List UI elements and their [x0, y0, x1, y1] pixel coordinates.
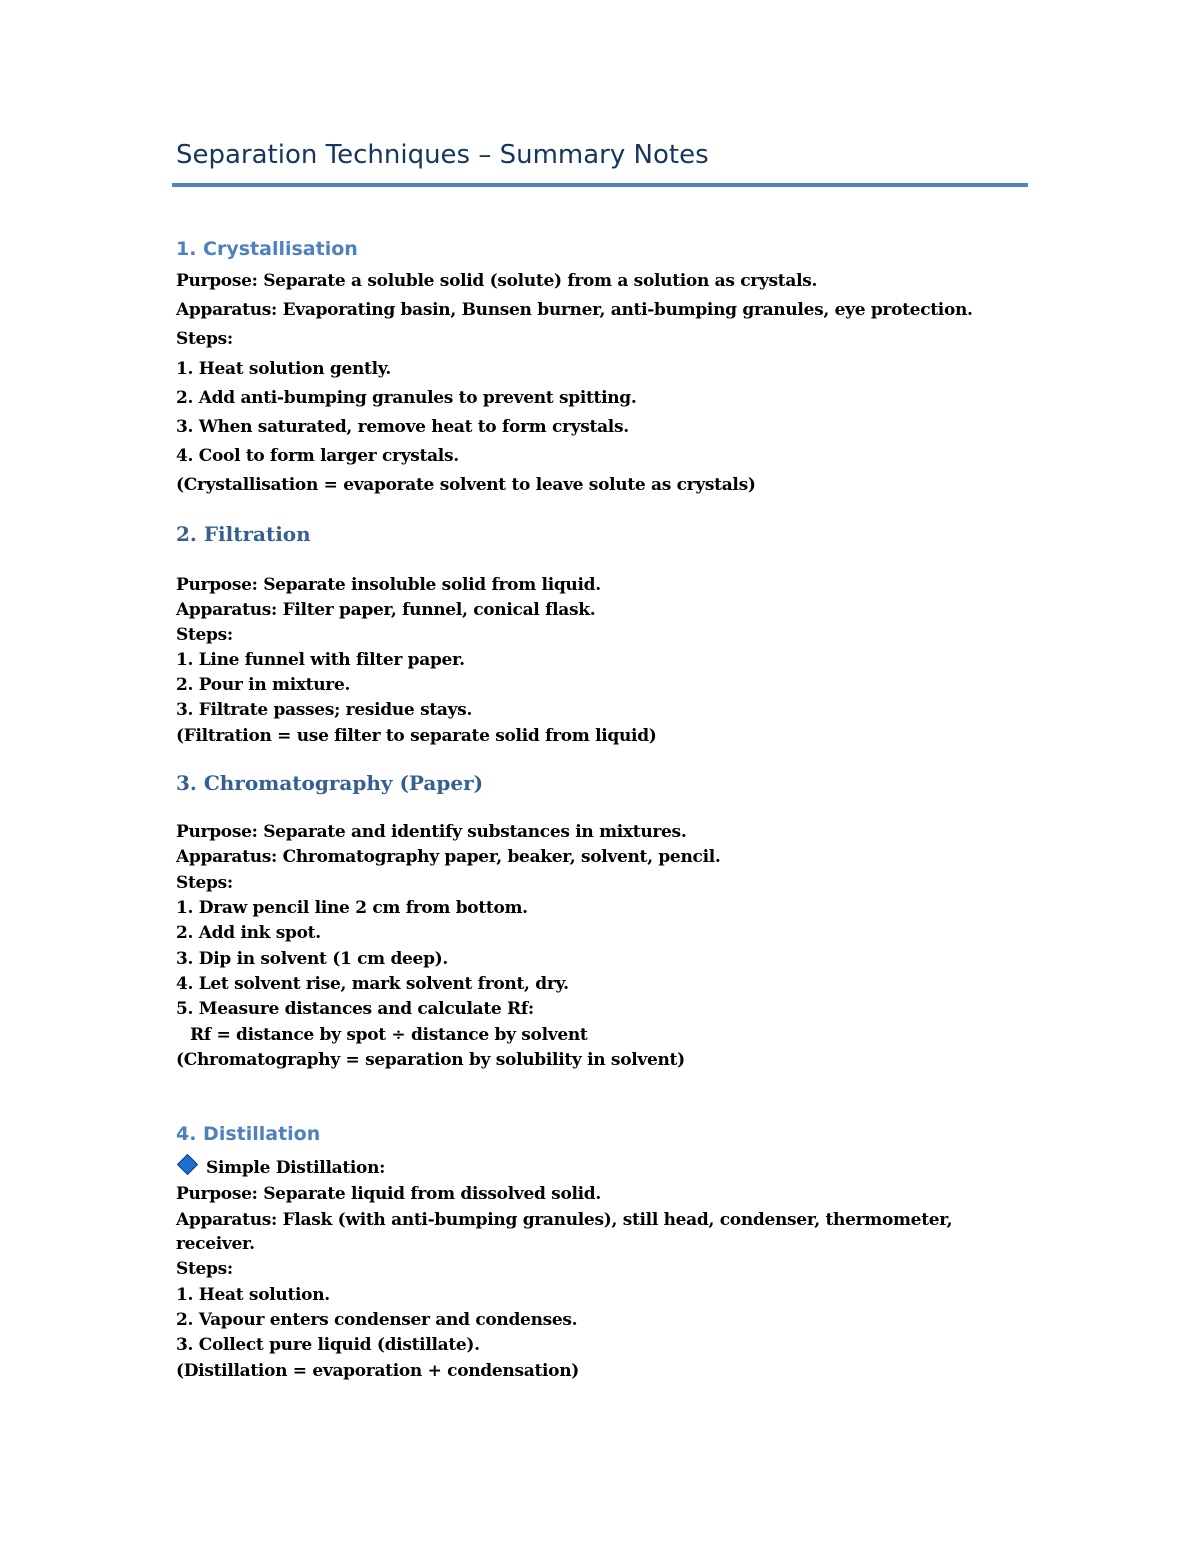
filtration-step: 2. Pour in mixture.	[176, 675, 351, 695]
crystallisation-step: 2. Add anti-bumping granules to prevent spitting.	[176, 388, 637, 408]
section-heading-distillation: 4. Distillation	[176, 1123, 321, 1145]
filtration-summary: (Filtration = use filter to separate solid from liquid)	[176, 726, 657, 746]
chromatography-step: 4. Let solvent rise, mark solvent front, dry.	[176, 974, 569, 994]
crystallisation-apparatus: Apparatus: Evaporating basin, Bunsen burner, anti-bumping granules, eye protection.	[176, 300, 973, 320]
distillation-subheading	[176, 1158, 385, 1178]
section-heading-chromatography: 3. Chromatography (Paper)	[176, 771, 484, 795]
filtration-purpose: Purpose: Separate insoluble solid from liquid.	[176, 575, 601, 595]
section-heading-filtration: 2. Filtration	[176, 522, 311, 546]
distillation-purpose: Purpose: Separate liquid from dissolved solid.	[176, 1184, 602, 1204]
crystallisation-step: 1. Heat solution gently.	[176, 359, 392, 379]
distillation-step: 1. Heat solution.	[176, 1285, 330, 1305]
distillation-summary: (Distillation = evaporation + condensation)	[176, 1361, 579, 1381]
crystallisation-purpose: Purpose: Separate a soluble solid (solute) from a solution as crystals.	[176, 271, 818, 291]
chromatography-purpose: Purpose: Separate and identify substances in mixtures.	[176, 822, 687, 842]
title-underline	[172, 183, 1028, 187]
distillation-step: 3. Collect pure liquid (distillate).	[176, 1335, 480, 1355]
distillation-steps-label: Steps:	[176, 1259, 233, 1279]
distillation-apparatus-continued: receiver.	[176, 1234, 255, 1254]
page-title: Separation Techniques – Summary Notes	[176, 140, 709, 170]
crystallisation-summary: (Crystallisation = evaporate solvent to leave solute as crystals)	[176, 475, 756, 495]
filtration-apparatus: Apparatus: Filter paper, funnel, conical flask.	[176, 600, 596, 620]
distillation-step: 2. Vapour enters condenser and condenses.	[176, 1310, 578, 1330]
section-heading-crystallisation: 1. Crystallisation	[176, 238, 358, 260]
chromatography-step: 5. Measure distances and calculate Rf:	[176, 999, 534, 1019]
distillation-apparatus: Apparatus: Flask (with anti-bumping granules), still head, condenser, thermometer,	[176, 1210, 953, 1230]
chromatography-apparatus: Apparatus: Chromatography paper, beaker, solvent, pencil.	[176, 847, 721, 867]
crystallisation-steps-label: Steps:	[176, 329, 233, 349]
chromatography-step: 1. Draw pencil line 2 cm from bottom.	[176, 898, 528, 918]
crystallisation-step: 4. Cool to form larger crystals.	[176, 446, 459, 466]
distillation-subheading-label: Simple Distillation:	[206, 1158, 386, 1178]
filtration-steps-label: Steps:	[176, 625, 233, 645]
crystallisation-step: 3. When saturated, remove heat to form crystals.	[176, 417, 629, 437]
filtration-step: 1. Line funnel with filter paper.	[176, 650, 465, 670]
filtration-step: 3. Filtrate passes; residue stays.	[176, 700, 473, 720]
rf-formula: Rf = distance by spot ÷ distance by solvent	[190, 1025, 588, 1045]
chromatography-step: 3. Dip in solvent (1 cm deep).	[176, 949, 449, 969]
diamond-bullet-icon	[177, 1154, 198, 1175]
chromatography-summary: (Chromatography = separation by solubility in solvent)	[176, 1050, 685, 1070]
chromatography-steps-label: Steps:	[176, 873, 233, 893]
chromatography-step: 2. Add ink spot.	[176, 923, 321, 943]
